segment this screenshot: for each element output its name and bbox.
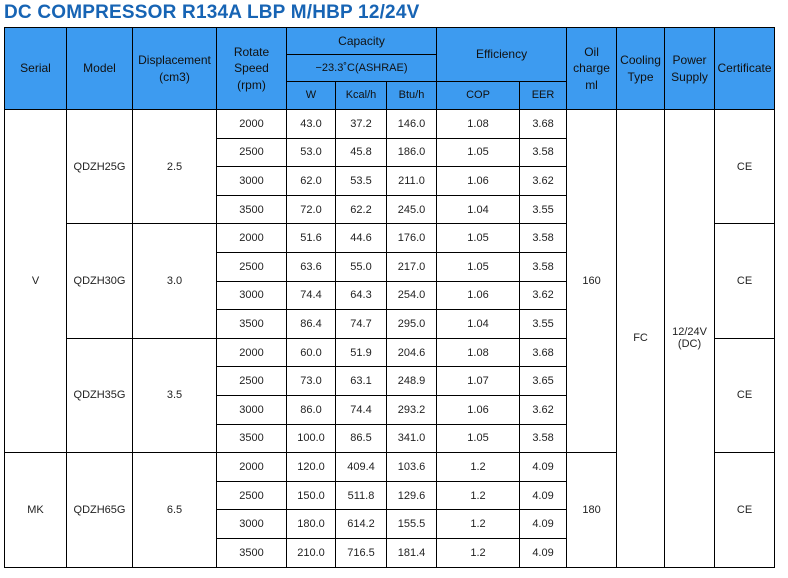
capacity-btu-cell: 204.6 — [387, 338, 437, 367]
header-w: W — [287, 82, 336, 110]
capacity-w-cell: 120.0 — [287, 453, 336, 482]
displacement-cell: 3.5 — [133, 338, 217, 452]
eer-cell: 4.09 — [520, 538, 567, 567]
eer-cell: 3.58 — [520, 224, 567, 253]
capacity-w-cell: 72.0 — [287, 195, 336, 224]
capacity-kcal-cell: 37.2 — [336, 110, 387, 139]
capacity-kcal-cell: 53.5 — [336, 167, 387, 196]
certificate-cell: CE — [715, 453, 775, 567]
capacity-kcal-cell: 63.1 — [336, 367, 387, 396]
rpm-cell: 3000 — [217, 167, 287, 196]
capacity-kcal-cell: 62.2 — [336, 195, 387, 224]
eer-cell: 4.09 — [520, 453, 567, 482]
rpm-cell: 2500 — [217, 252, 287, 281]
rpm-cell: 3500 — [217, 310, 287, 339]
capacity-w-cell: 73.0 — [287, 367, 336, 396]
header-capacity-condition: −23.3˚C(ASHRAE) — [287, 55, 437, 82]
rpm-cell: 3500 — [217, 538, 287, 567]
capacity-btu-cell: 129.6 — [387, 481, 437, 510]
capacity-w-cell: 210.0 — [287, 538, 336, 567]
capacity-w-cell: 53.0 — [287, 138, 336, 167]
rpm-cell: 3000 — [217, 510, 287, 539]
table-row — [5, 110, 775, 139]
capacity-btu-cell: 341.0 — [387, 424, 437, 453]
header-eer: EER — [520, 82, 567, 110]
rpm-cell: 3000 — [217, 281, 287, 310]
capacity-w-cell: 63.6 — [287, 252, 336, 281]
rpm-cell: 2000 — [217, 453, 287, 482]
header-serial: Serial — [5, 28, 67, 110]
eer-cell: 3.62 — [520, 167, 567, 196]
power-supply-note: (DC) — [677, 338, 702, 351]
capacity-btu-cell: 217.0 — [387, 252, 437, 281]
cop-cell: 1.05 — [437, 252, 520, 281]
model-cell: QDZH65G — [67, 453, 133, 567]
cop-cell: 1.04 — [437, 310, 520, 339]
capacity-w-cell: 62.0 — [287, 167, 336, 196]
capacity-kcal-cell: 74.4 — [336, 395, 387, 424]
header-capacity: Capacity — [287, 28, 437, 55]
eer-cell: 3.65 — [520, 367, 567, 396]
capacity-w-cell: 150.0 — [287, 481, 336, 510]
cop-cell: 1.08 — [437, 338, 520, 367]
cop-cell: 1.05 — [437, 224, 520, 253]
header-oil-charge: Oil charge ml — [567, 28, 617, 110]
header-rotate-speed: Rotate Speed (rpm) — [217, 28, 287, 110]
capacity-btu-cell: 248.9 — [387, 367, 437, 396]
capacity-w-cell: 51.6 — [287, 224, 336, 253]
capacity-btu-cell: 103.6 — [387, 453, 437, 482]
capacity-w-cell: 180.0 — [287, 510, 336, 539]
eer-cell: 4.09 — [520, 481, 567, 510]
capacity-kcal-cell: 51.9 — [336, 338, 387, 367]
capacity-w-cell: 86.0 — [287, 395, 336, 424]
capacity-btu-cell: 293.2 — [387, 395, 437, 424]
eer-cell: 3.68 — [520, 110, 567, 139]
capacity-kcal-cell: 614.2 — [336, 510, 387, 539]
cop-cell: 1.06 — [437, 281, 520, 310]
header-displacement: Displacement (cm3) — [133, 28, 217, 110]
eer-cell: 3.58 — [520, 424, 567, 453]
displacement-cell: 3.0 — [133, 224, 217, 338]
eer-cell: 3.55 — [520, 310, 567, 339]
rpm-cell: 2000 — [217, 338, 287, 367]
rpm-cell: 2000 — [217, 110, 287, 139]
model-cell: QDZH25G — [67, 110, 133, 224]
cop-cell: 1.05 — [437, 138, 520, 167]
cop-cell: 1.07 — [437, 367, 520, 396]
cop-cell: 1.2 — [437, 453, 520, 482]
capacity-kcal-cell: 86.5 — [336, 424, 387, 453]
header-cop: COP — [437, 82, 520, 110]
header-efficiency: Efficiency — [437, 28, 567, 82]
eer-cell: 3.62 — [520, 281, 567, 310]
header-certificate: Certificate — [715, 28, 775, 110]
model-cell: QDZH30G — [67, 224, 133, 338]
cooling-type-cell: FC — [617, 110, 665, 568]
capacity-kcal-cell: 716.5 — [336, 538, 387, 567]
eer-cell: 3.58 — [520, 138, 567, 167]
capacity-btu-cell: 181.4 — [387, 538, 437, 567]
capacity-w-cell: 86.4 — [287, 310, 336, 339]
serial-cell: V — [5, 110, 67, 453]
rpm-cell: 2500 — [217, 138, 287, 167]
eer-cell: 4.09 — [520, 510, 567, 539]
capacity-w-cell: 74.4 — [287, 281, 336, 310]
header-cooling-type: Cooling Type — [617, 28, 665, 110]
serial-cell: MK — [5, 453, 67, 567]
header-btu: Btu/h — [387, 82, 437, 110]
certificate-cell: CE — [715, 110, 775, 224]
power-supply-cell — [665, 110, 715, 568]
cop-cell: 1.06 — [437, 395, 520, 424]
header-model: Model — [67, 28, 133, 110]
table-header — [5, 28, 775, 110]
table-body — [5, 110, 775, 568]
cop-cell: 1.2 — [437, 538, 520, 567]
capacity-btu-cell: 254.0 — [387, 281, 437, 310]
eer-cell: 3.62 — [520, 395, 567, 424]
capacity-kcal-cell: 45.8 — [336, 138, 387, 167]
oil-charge-cell: 180 — [567, 453, 617, 567]
power-supply-value: 12/24V — [672, 326, 707, 339]
eer-cell: 3.58 — [520, 252, 567, 281]
capacity-btu-cell: 176.0 — [387, 224, 437, 253]
rpm-cell: 2500 — [217, 481, 287, 510]
certificate-cell: CE — [715, 224, 775, 338]
rpm-cell: 3500 — [217, 424, 287, 453]
cop-cell: 1.05 — [437, 424, 520, 453]
capacity-btu-cell: 245.0 — [387, 195, 437, 224]
capacity-kcal-cell: 409.4 — [336, 453, 387, 482]
capacity-btu-cell: 295.0 — [387, 310, 437, 339]
rpm-cell: 3000 — [217, 395, 287, 424]
capacity-btu-cell: 186.0 — [387, 138, 437, 167]
page-title: DC COMPRESSOR R134A LBP M/HBP 12/24V — [4, 2, 420, 23]
capacity-w-cell: 60.0 — [287, 338, 336, 367]
cop-cell: 1.2 — [437, 481, 520, 510]
capacity-btu-cell: 155.5 — [387, 510, 437, 539]
displacement-cell: 6.5 — [133, 453, 217, 567]
header-power-supply: Power Supply — [665, 28, 715, 110]
capacity-kcal-cell: 44.6 — [336, 224, 387, 253]
rpm-cell: 2000 — [217, 224, 287, 253]
capacity-w-cell: 43.0 — [287, 110, 336, 139]
capacity-kcal-cell: 55.0 — [336, 252, 387, 281]
header-kcal: Kcal/h — [336, 82, 387, 110]
rpm-cell: 2500 — [217, 367, 287, 396]
rpm-cell: 3500 — [217, 195, 287, 224]
cop-cell: 1.08 — [437, 110, 520, 139]
capacity-btu-cell: 211.0 — [387, 167, 437, 196]
cop-cell: 1.2 — [437, 510, 520, 539]
capacity-kcal-cell: 64.3 — [336, 281, 387, 310]
displacement-cell: 2.5 — [133, 110, 217, 224]
certificate-cell: CE — [715, 338, 775, 452]
oil-charge-cell: 160 — [567, 110, 617, 453]
capacity-kcal-cell: 74.7 — [336, 310, 387, 339]
cop-cell: 1.04 — [437, 195, 520, 224]
capacity-kcal-cell: 511.8 — [336, 481, 387, 510]
eer-cell: 3.55 — [520, 195, 567, 224]
cop-cell: 1.06 — [437, 167, 520, 196]
capacity-btu-cell: 146.0 — [387, 110, 437, 139]
capacity-w-cell: 100.0 — [287, 424, 336, 453]
eer-cell: 3.68 — [520, 338, 567, 367]
specs-table — [4, 27, 775, 568]
model-cell: QDZH35G — [67, 338, 133, 452]
